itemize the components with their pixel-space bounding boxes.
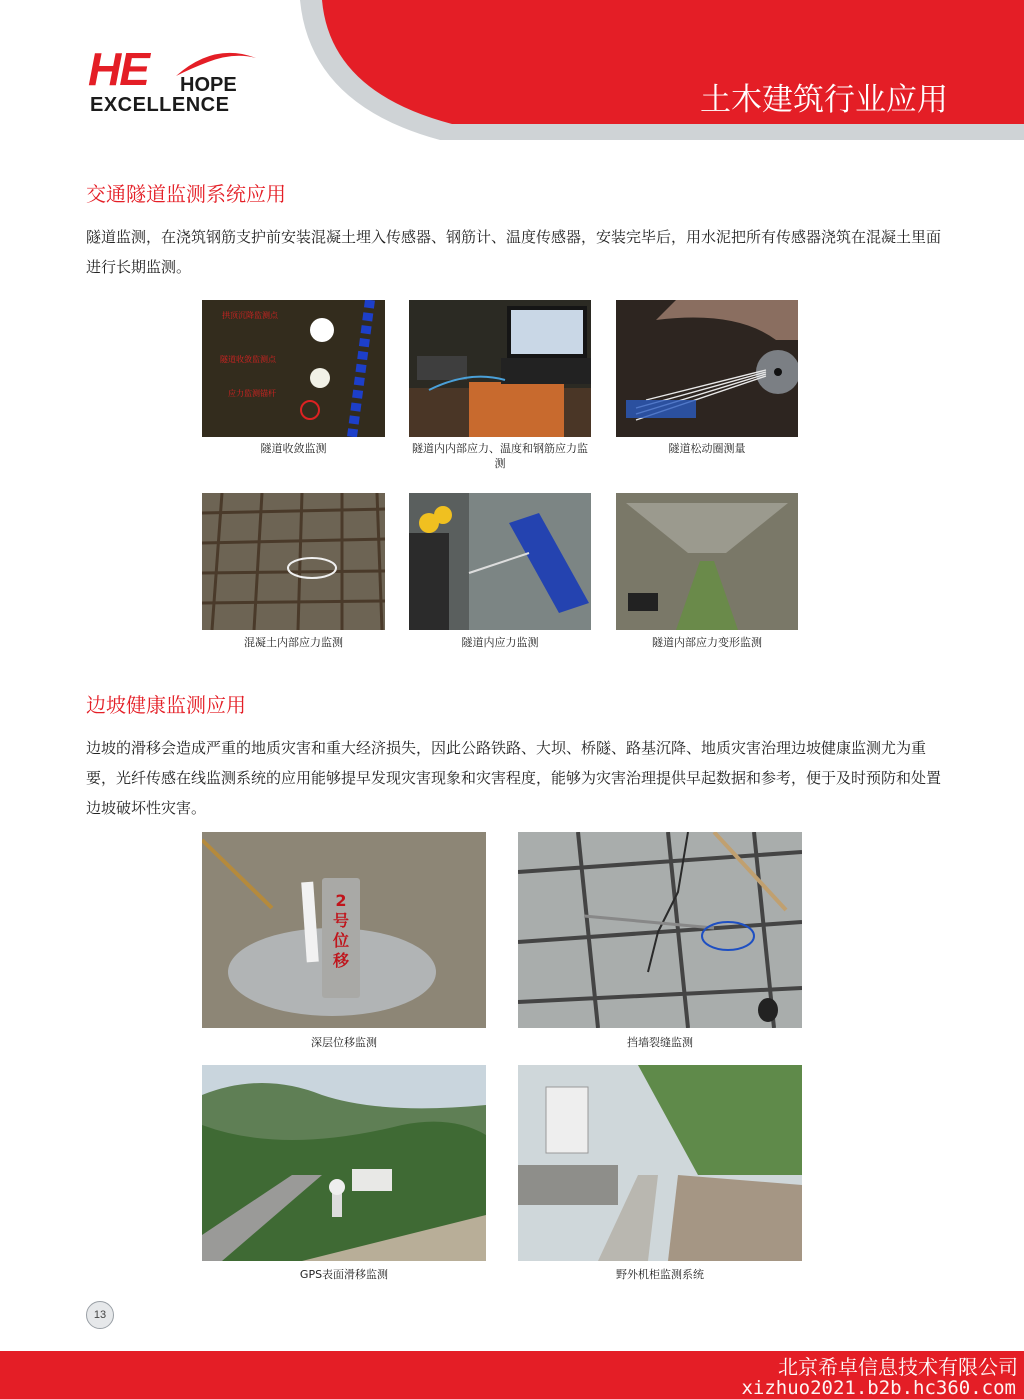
svg-text:2: 2	[335, 891, 347, 910]
caption-2: 隧道内内部应力、温度和钢筋应力监测	[412, 442, 588, 470]
company-name: 北京希卓信息技术有限公司	[778, 1355, 1018, 1379]
caption-1: 隧道收敛监测	[260, 442, 327, 455]
company-logo	[88, 43, 258, 118]
caption-3: 隧道松动圈测量	[668, 442, 746, 455]
rebar-sensor-photo	[202, 493, 385, 630]
monitoring-laptop-photo	[409, 300, 591, 437]
logo-he: HE	[88, 43, 148, 95]
watermark: xizhuo2021.b2b.hc360.com	[741, 1377, 1016, 1399]
svg-text:拱顶沉降监测点: 拱顶沉降监测点	[222, 311, 278, 320]
caption-7: 深层位移监测	[311, 1036, 377, 1049]
svg-text:位: 位	[332, 931, 350, 950]
caption-8: 挡墙裂缝监测	[627, 1036, 693, 1049]
page-number: 13	[86, 1301, 114, 1329]
svg-text:隧道收敛监测点: 隧道收敛监测点	[220, 355, 276, 364]
caption-5: 隧道内应力监测	[461, 636, 539, 649]
section-title-slope: 边坡健康监测应用	[86, 693, 246, 717]
caption-10: 野外机柜监测系统	[616, 1268, 704, 1281]
svg-text:号: 号	[332, 911, 350, 930]
logo-hope: HOPE	[180, 74, 237, 96]
field-cabinet-photo	[518, 1065, 802, 1261]
deep-displacement-photo	[202, 832, 486, 1028]
page-title: 土木建筑行业应用	[700, 82, 948, 118]
section-title-tunnel: 交通隧道监测系统应用	[86, 182, 286, 206]
loose-circle-photo	[616, 300, 798, 437]
retaining-wall-photo	[518, 832, 802, 1028]
section-paragraph-slope: 边坡的滑移会造成严重的地质灾害和重大经济损失，因此公路铁路、大坝、桥隧、路基沉降、地质灾害治理边坡健康监测尤为重要，光纤传感在线监测系统的应用能够提早发现灾害现象和灾害程度，能够为灾害治理提供早起数据和参考，便于及时预防和处置边坡破坏性灾害。	[86, 739, 942, 817]
caption-9: GPS表面滑移监测	[299, 1268, 389, 1281]
caption-6: 隧道内部应力变形监测	[652, 636, 762, 649]
workers-tunnel-photo	[409, 493, 591, 630]
tunnel-convergence-photo	[202, 300, 385, 437]
svg-text:应力监测锚杆: 应力监测锚杆	[228, 389, 276, 398]
caption-4: 混凝土内部应力监测	[244, 636, 343, 649]
gps-slope-photo	[202, 1065, 486, 1261]
tunnel-interior-photo	[616, 493, 798, 630]
section-paragraph-tunnel: 隧道监测，在浇筑钢筋支护前安装混凝土埋入传感器、钢筋计、温度传感器，安装完毕后，用水泥把所有传感器浇筑在混凝土里面进行长期监测。	[86, 228, 942, 276]
svg-text:移: 移	[332, 951, 350, 970]
logo-excellence: EXCELLENCE	[90, 94, 230, 116]
